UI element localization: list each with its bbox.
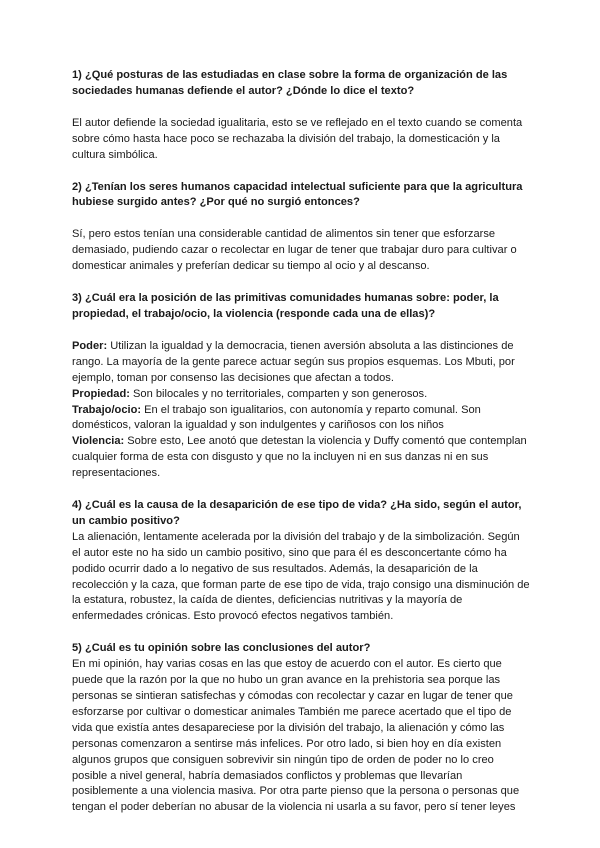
term-property: Propiedad: xyxy=(72,387,130,400)
question-5: 5) ¿Cuál es tu opinión sobre las conclusiones del autor? xyxy=(72,642,371,655)
text-property: Son bilocales y no territoriales, comparten y son generosos. xyxy=(129,387,428,400)
term-power: Poder: xyxy=(72,339,108,352)
answer-3-property xyxy=(72,387,530,403)
document-page xyxy=(72,68,530,816)
text-violence: Sobre esto, Lee anotó que detestan la violencia y Duffy comentó que contemplan cualquier forma de esta con disgusto y que no la incluyen ni en sus danzas ni en sus representaciones. xyxy=(72,435,527,480)
answer-3-work xyxy=(72,403,530,435)
answer-3-power xyxy=(72,339,530,387)
text-power: Utilizan la igualdad y la democracia, tienen aversión absoluta a las distinciones de rango. La mayoría de la gente parece actuar según sus propios esquemas. Los Mbuti, por ejemplo, toman por consenso las decisiones que afectan a todos. xyxy=(72,339,515,384)
answer-3-violence xyxy=(72,434,530,482)
question-2: 2) ¿Tenían los seres humanos capacidad intelectual suficiente para que la agricultura hubiese surgido antes? ¿Por qué no surgió entonces? xyxy=(72,180,523,209)
question-4: 4) ¿Cuál es la causa de la desaparición de ese tipo de vida? ¿Ha sido, según el autor, un cambio positivo? xyxy=(72,499,522,527)
term-violence: Violencia: xyxy=(72,435,125,448)
answer-4: La alienación, lentamente acelerada por la división del trabajo y de la simbolización. Según el autor este no ha sido un cambio positivo, sino que para él es desconcertante cómo ha podido ocurrir dado a lo negativo de sus resultados. Además, la desaparición de la recolección y la caza, que forman parte de ese tipo de vida, trajo consigo una disminución de la estatura, robustez, la caída de dientes, deficiencias nutritivas y la mayoría de enfermedades crónicas. Esto provocó efectos negativos también. xyxy=(72,530,530,623)
term-work: Trabajo/ocio: xyxy=(72,403,142,416)
answer-2: Sí, pero estos tenían una considerable cantidad de alimentos sin tener que esforzarse demasiado, pudiendo cazar o recolectar en lugar de tener que trabajar duro para cultivar o domesticar animales y preferían dedicar su tiempo al ocio y al descanso. xyxy=(72,228,517,273)
question-3: 3) ¿Cuál era la posición de las primitivas comunidades humanas sobre: poder, la propiedad, el trabajo/ocio, la violencia (responde cada una de ellas)? xyxy=(72,292,499,320)
question-1: 1) ¿Qué posturas de las estudiadas en clase sobre la forma de organización de las sociedades humanas defiende el autor? ¿Dónde lo dice el texto? xyxy=(72,69,508,97)
answer-5: En mi opinión, hay varias cosas en las que estoy de acuerdo con el autor. Es cierto que puede que la razón por la que no hubo un gran avance en la prehistoria sea porque las personas se sintieran satisfechas y cómodas con recolectar y cazar en lugar de tener que esforzarse por cultivar o domesticar animales También me parece acertado que el tipo de vida que existía antes desapareciese por la división del trabajo, la alienación y cómo las personas comenzaron a sentirse más infelices. Por otro lado, si bien hoy en día existen algunos grupos que consiguen sobrevivir sin ningún tipo de orden de poder no lo creo posible a nivel general, habría demasiados conflictos y problemas que llevarían posiblemente a una violencia masiva. Por otra parte pienso que la persona o personas que tengan el poder deberían no abusar de la violencia ni usarla a su favor, pero sí tener leyes xyxy=(72,658,520,814)
text-work: En el trabajo son igualitarios, con autonomía y reparto comunal. Son domésticos, valoran la igualdad y son indulgentes y cariñosos con los niños xyxy=(72,403,481,432)
answer-1: El autor defiende la sociedad igualitaria, esto se ve reflejado en el texto cuando se comenta sobre cómo hasta hace poco se rechazaba la división del trabajo, la domesticación y la cultura simbólica. xyxy=(72,116,523,161)
